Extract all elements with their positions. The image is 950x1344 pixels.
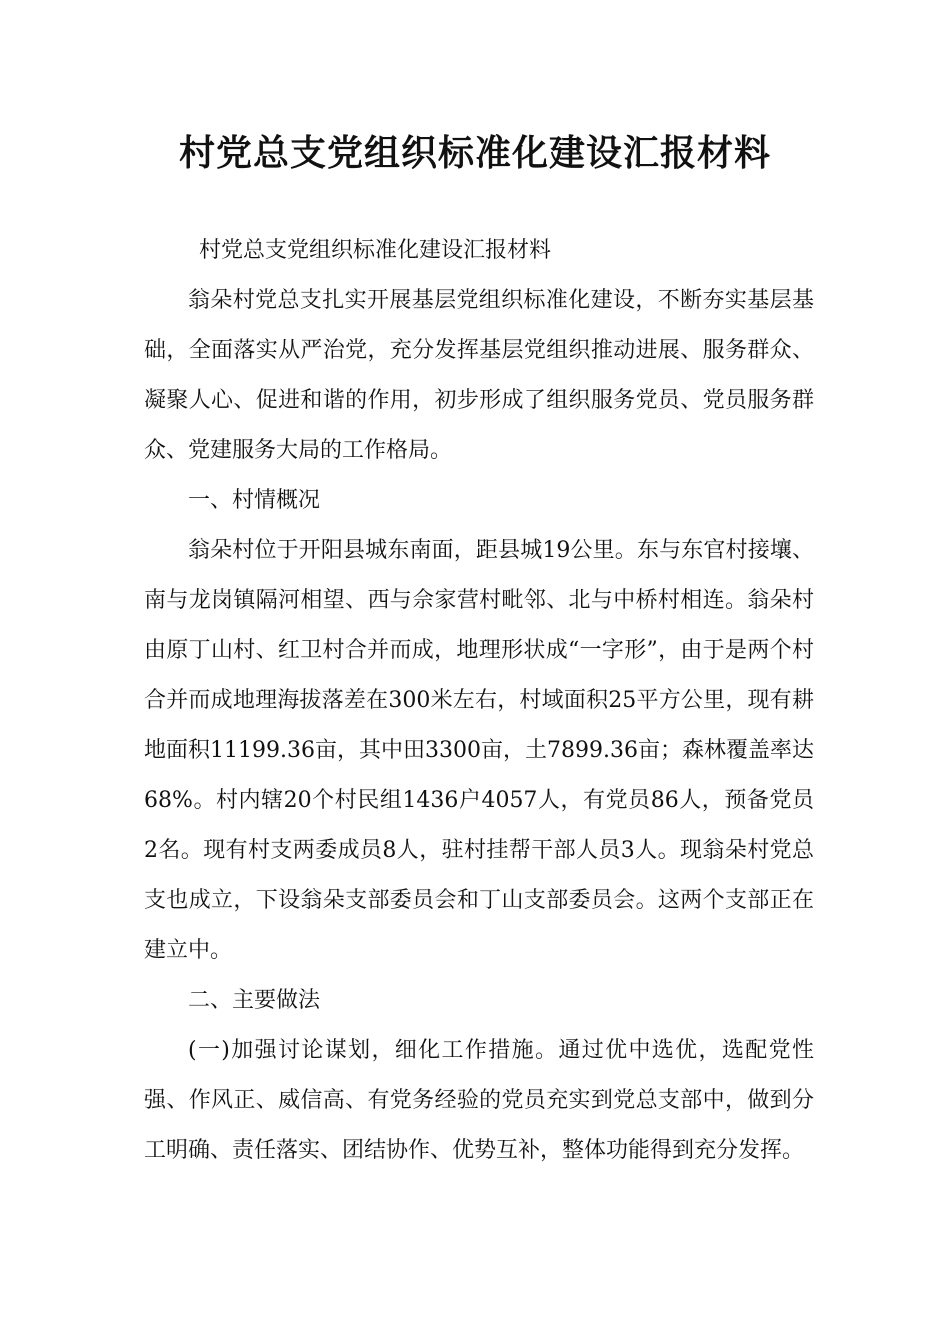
section-heading-village-overview: 一、村情概况 [188, 488, 321, 513]
village-overview-paragraph: 翁朵村位于开阳县城东南面，距县城19公里。东与东官村接壤、南与龙岗镇隔河相望、西与佘家营村毗邻、北与中桥村相连。翁朵村由原丁山村、红卫村合并而成，地理形状成“一字形”，由于是两个村合并而成地理海拔落差在300米左右，村域面积25平方公里，现有耕地面积11199.36亩，其中田3300亩，土7899.36亩；森林覆盖率达68%。村内辖20个村民组1436户4057人，有党员86人，预备党员2名。现有村支两委成员8人，驻村挂帮干部人员3人。现翁朵村党总支也成立，下设翁朵支部委员会和丁山支部委员会。这两个支部正在建立中。 [144, 538, 814, 963]
document-body [144, 226, 814, 1176]
practice-one-paragraph: (一)加强讨论谋划，细化工作措施。通过优中选优，选配党性强、作风正、威信高、有党务经验的党员充实到党总支部中，做到分工明确、责任落实、团结协作、优势互补，整体功能得到充分发挥。 [144, 1038, 814, 1163]
section-heading-main-practices: 二、主要做法 [188, 988, 321, 1013]
document-subtitle-paragraph: 村党总支党组织标准化建设汇报材料 [199, 238, 552, 263]
intro-paragraph: 翁朵村党总支扎实开展基层党组织标准化建设，不断夯实基层基础，全面落实从严治党，充分发挥基层党组织推动进展、服务群众、凝聚人心、促进和谐的作用，初步形成了组织服务党员、党员服务群众、党建服务大局的工作格局。 [144, 288, 814, 463]
document-title: 村党总支党组织标准化建设汇报材料 [178, 133, 771, 174]
